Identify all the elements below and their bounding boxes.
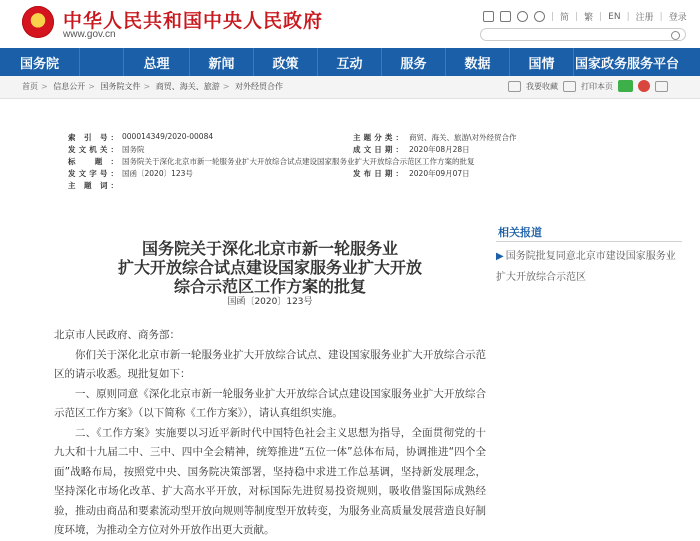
meta-label: 发文机关： bbox=[68, 145, 118, 154]
document-metadata bbox=[68, 124, 588, 194]
paragraph: 你们关于深化北京市新一轮服务业扩大开放综合试点、建设国家服务业扩大开放综合示范区的请示收悉。现批复如下： bbox=[54, 348, 486, 380]
nav-item-interaction[interactable]: 互动 bbox=[318, 48, 382, 76]
nav-item-service-platform[interactable]: 国家政务服务平台 bbox=[574, 56, 679, 72]
nav-item-service[interactable]: 服务 bbox=[382, 48, 446, 76]
doc-title-line-1: 国务院关于深化北京市新一轮服务业 bbox=[141, 239, 398, 258]
breadcrumb-foreign-trade[interactable]: 对外经贸合作 bbox=[235, 82, 283, 91]
addressee: 北京市人民政府、商务部： bbox=[54, 329, 180, 341]
document-title-meta: 国务院关于深化北京市新一轮服务业扩大开放综合试点建设国家服务业扩大开放综合示范区工作方案的批复 bbox=[122, 157, 475, 166]
search-input[interactable] bbox=[480, 28, 686, 41]
wechat-icon[interactable] bbox=[534, 11, 545, 22]
site-title[interactable]: 中华人民共和国中央人民政府 bbox=[63, 10, 324, 32]
nav-item-guowuyuan[interactable]: 国务院 bbox=[0, 48, 80, 76]
nav-item-national-info[interactable]: 国情 bbox=[510, 48, 574, 76]
doc-number: 国函〔2020〕123号 bbox=[227, 297, 313, 307]
document-body bbox=[54, 326, 486, 541]
breadcrumb-state-docs[interactable]: 国务院文件 bbox=[100, 82, 141, 91]
top-links: | 简 | 繁 | EN | 注册 | 登录 bbox=[483, 10, 687, 23]
traditional-link[interactable]: 繁 bbox=[584, 13, 594, 23]
nav-item-data[interactable]: 数据 bbox=[446, 48, 510, 76]
page-tools bbox=[508, 80, 668, 92]
breadcrumb-info-open[interactable]: 信息公开 bbox=[53, 82, 86, 91]
nav-item-news[interactable]: 新闻 bbox=[190, 48, 254, 76]
site-url: www.gov.cn bbox=[63, 29, 116, 40]
simplified-link[interactable]: 简 bbox=[560, 13, 570, 23]
breadcrumb-home[interactable]: 首页 bbox=[22, 82, 38, 91]
written-date: 2020年08月28日 bbox=[409, 145, 470, 154]
divider bbox=[496, 241, 682, 242]
mobile-icon[interactable] bbox=[500, 11, 511, 22]
spacer bbox=[80, 48, 124, 76]
index-number: 000014349/2020-00084 bbox=[122, 132, 214, 141]
national-emblem-icon[interactable] bbox=[22, 6, 54, 38]
login-link[interactable]: 登录 bbox=[668, 13, 687, 23]
bullet-icon: ▶ bbox=[496, 251, 504, 262]
english-link[interactable]: EN bbox=[608, 11, 621, 22]
meta-label: 主 题 词： bbox=[68, 181, 118, 190]
meta-label: 发布日期： bbox=[353, 169, 403, 178]
meta-label: 主题分类： bbox=[353, 133, 403, 142]
weibo-share-icon[interactable] bbox=[638, 80, 650, 92]
printer-icon bbox=[563, 81, 576, 92]
meta-label: 发文字号： bbox=[68, 169, 118, 178]
document-number: 国函〔2020〕123号 bbox=[122, 169, 193, 178]
issuing-authority: 国务院 bbox=[122, 145, 145, 154]
breadcrumb-bar bbox=[0, 76, 700, 99]
related-link-text[interactable]: 国务院批复同意北京市建设国家服务业扩大开放综合示范区 bbox=[496, 251, 676, 283]
breadcrumb-trade[interactable]: 商贸、海关、旅游 bbox=[155, 82, 220, 91]
star-icon bbox=[508, 81, 521, 92]
meta-label: 标 题： bbox=[68, 157, 118, 166]
breadcrumb: 首页 > 信息公开 > 国务院文件 > 商贸、海关、旅游 > 对外经贸合作 bbox=[22, 82, 283, 91]
register-link[interactable]: 注册 bbox=[635, 13, 654, 23]
meta-label: 索 引 号： bbox=[68, 133, 118, 142]
site-header bbox=[0, 0, 700, 46]
nav-item-policy[interactable]: 政策 bbox=[254, 48, 318, 76]
doc-title-line-2: 扩大开放综合试点建设国家服务业扩大开放 bbox=[117, 258, 422, 277]
weibo-icon[interactable] bbox=[517, 11, 528, 22]
topic-category: 商贸、海关、旅游\对外经贸合作 bbox=[409, 133, 517, 142]
favorite-button[interactable]: 我要收藏 bbox=[526, 81, 558, 91]
wechat-share-icon[interactable] bbox=[618, 80, 633, 92]
paragraph: 一、原则同意《深化北京市新一轮服务业扩大开放综合试点建设国家服务业扩大开放综合示范区工作方案》（以下简称《工作方案》），请认真组织实施。 bbox=[54, 387, 486, 419]
doc-title-line-3: 综合示范区工作方案的批复 bbox=[173, 277, 366, 296]
search-icon[interactable] bbox=[671, 31, 680, 40]
meta-label: 成文日期： bbox=[353, 145, 403, 154]
mail-icon[interactable] bbox=[483, 11, 494, 22]
related-heading: 相关报道 bbox=[498, 226, 542, 239]
print-button[interactable]: 打印本页 bbox=[581, 81, 613, 91]
publish-date: 2020年09月07日 bbox=[409, 169, 470, 178]
related-link[interactable] bbox=[496, 246, 682, 288]
main-nav bbox=[0, 48, 700, 76]
plus-share-icon[interactable] bbox=[655, 81, 668, 92]
paragraph: 二、《工作方案》实施要以习近平新时代中国特色社会主义思想为指导，全面贯彻党的十九大和十九届二中、三中、四中全会精神，统筹推进“五位一体”总体布局，协调推进“四个全面”战略布局，按照党中央、国务院决策部署，坚持稳中求进工作总基调，坚持新发展理念，坚持深化市场化改革、扩大高水平开放，对标国际先进贸易投资规则，吸收借鉴国际成熟经验，推动由商品和要素流动型开放向规则等制度型开放转变，为服务业高质量发展营造良好制度环境，为推动全方位对外开放作出更大贡献。 bbox=[54, 426, 486, 536]
nav-item-premier[interactable]: 总理 bbox=[124, 48, 190, 76]
